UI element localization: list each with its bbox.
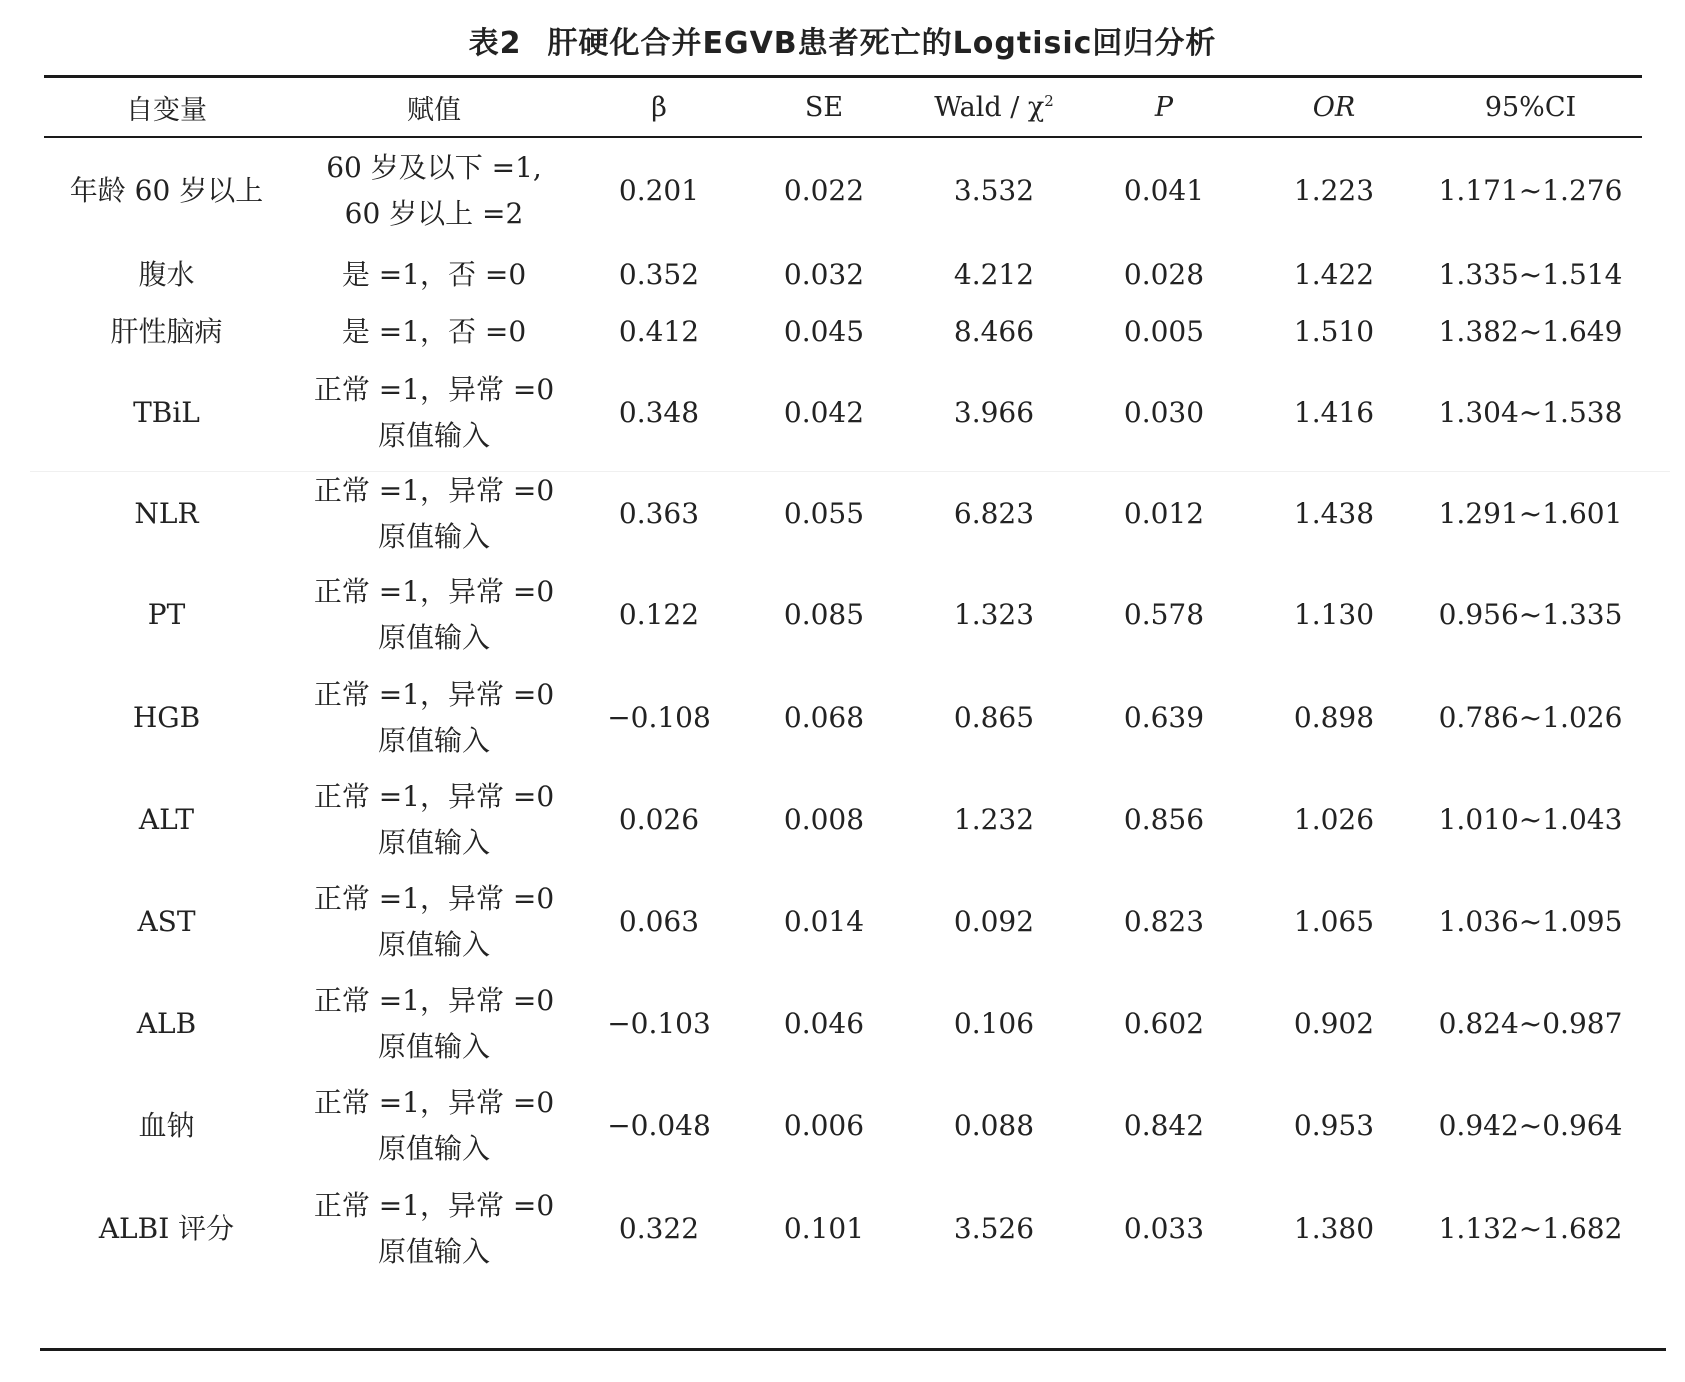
table-row <box>44 972 1642 1076</box>
beta-cell: −0.108 <box>607 701 711 734</box>
assignment-line-1: 正常 =1，异常 =0 <box>313 575 555 608</box>
table-row <box>44 668 1642 768</box>
se-cell: 0.085 <box>783 598 865 631</box>
se-cell: 0.045 <box>783 315 865 348</box>
wald-cell: 3.532 <box>953 174 1035 207</box>
se-cell: 0.006 <box>783 1109 865 1142</box>
beta-cell: 0.322 <box>618 1212 700 1245</box>
wald-cell: 0.092 <box>953 905 1035 938</box>
variable-cell: AST <box>137 905 196 938</box>
table-caption <box>0 18 1685 62</box>
ci-cell: 1.335~1.514 <box>1438 258 1623 291</box>
beta-cell: 0.122 <box>618 598 700 631</box>
assignment-cell <box>289 466 579 562</box>
ci-cell: 1.304~1.538 <box>1438 396 1623 429</box>
or-cell: 1.223 <box>1293 174 1375 207</box>
or-cell: 1.510 <box>1293 315 1375 348</box>
p-cell: 0.028 <box>1123 258 1205 291</box>
variable-cell: ALBI 评分 <box>98 1212 235 1245</box>
se-cell: 0.068 <box>783 701 865 734</box>
assignment-cell <box>289 972 579 1076</box>
table-title: 肝硬化合并EGVB患者死亡的Logtisic回归分析 <box>547 26 1217 61</box>
table-row <box>44 872 1642 972</box>
wald-cell: 8.466 <box>953 315 1035 348</box>
table-row <box>44 246 1642 304</box>
variable-cell: 年龄 60 岁以上 <box>69 174 264 207</box>
assignment-cell <box>289 1176 579 1282</box>
p-cell: 0.856 <box>1123 803 1205 836</box>
assignment-line-2: 60 岁以上 =2 <box>344 197 524 230</box>
assignment-cell <box>289 872 579 972</box>
p-cell: 0.823 <box>1123 905 1205 938</box>
se-cell: 0.014 <box>783 905 865 938</box>
or-cell: 1.416 <box>1293 396 1375 429</box>
p-cell: 0.041 <box>1123 174 1205 207</box>
ci-cell: 0.956~1.335 <box>1438 598 1623 631</box>
wald-cell: 1.232 <box>953 803 1035 836</box>
header-beta: β <box>651 91 667 123</box>
assignment-line-1: 正常 =1，异常 =0 <box>313 882 555 915</box>
assignment-text <box>314 672 554 764</box>
assignment-text <box>342 309 526 355</box>
p-cell: 0.012 <box>1123 497 1205 530</box>
ci-cell: 0.786~1.026 <box>1438 701 1623 734</box>
or-cell: 1.422 <box>1293 258 1375 291</box>
beta-cell: 0.201 <box>618 174 700 207</box>
variable-cell: PT <box>147 598 186 631</box>
variable-cell: TBiL <box>133 396 200 429</box>
p-cell: 0.005 <box>1123 315 1205 348</box>
assignment-text <box>314 1183 554 1275</box>
variable-cell: 腹水 <box>138 258 195 291</box>
ci-cell: 0.824~0.987 <box>1438 1007 1623 1040</box>
ci-cell: 1.382~1.649 <box>1438 315 1623 348</box>
header-wald <box>909 78 1079 136</box>
assignment-cell <box>289 562 579 668</box>
assignment-cell <box>289 136 579 246</box>
wald-cell: 0.088 <box>953 1109 1035 1142</box>
table-row <box>44 562 1642 668</box>
p-cell: 0.639 <box>1123 701 1205 734</box>
assignment-text <box>314 1080 554 1172</box>
assignment-line-2: 原值输入 <box>377 1132 490 1165</box>
variable-cell: NLR <box>134 497 199 530</box>
table-row <box>44 466 1642 562</box>
header-assignment: 赋值 <box>407 94 461 126</box>
assignment-cell <box>289 1076 579 1176</box>
regression-table <box>44 78 1642 1282</box>
table-number: 表2 <box>468 26 522 61</box>
se-cell: 0.008 <box>783 803 865 836</box>
se-cell: 0.101 <box>783 1212 865 1245</box>
se-cell: 0.046 <box>783 1007 865 1040</box>
or-cell: 0.953 <box>1293 1109 1375 1142</box>
assignment-line-2: 原值输入 <box>377 826 490 859</box>
header-se: SE <box>804 91 844 123</box>
variable-cell: 血钠 <box>138 1109 195 1142</box>
beta-cell: 0.026 <box>618 803 700 836</box>
assignment-line-1: 正常 =1，异常 =0 <box>313 474 555 507</box>
assignment-line-2: 原值输入 <box>377 520 490 553</box>
assignment-line-2: 原值输入 <box>377 419 490 452</box>
assignment-line-2: 原值输入 <box>377 1235 490 1268</box>
p-cell: 0.033 <box>1123 1212 1205 1245</box>
assignment-line-1: 正常 =1，异常 =0 <box>313 678 555 711</box>
assignment-cell <box>289 768 579 872</box>
assignment-line-1: 正常 =1，异常 =0 <box>313 1086 555 1119</box>
or-cell: 1.380 <box>1293 1212 1375 1245</box>
ci-cell: 0.942~0.964 <box>1438 1109 1623 1142</box>
or-cell: 0.902 <box>1293 1007 1375 1040</box>
beta-cell: 0.348 <box>618 396 700 429</box>
assignment-cell <box>289 304 579 360</box>
table-row <box>44 360 1642 466</box>
table-row <box>44 136 1642 246</box>
assignment-line-1: 是 =1，否 =0 <box>341 258 527 291</box>
or-cell: 1.026 <box>1293 803 1375 836</box>
assignment-line-1: 60 岁及以下 =1, <box>326 151 542 184</box>
assignment-line-2: 原值输入 <box>377 928 490 961</box>
assignment-line-2: 原值输入 <box>377 1030 490 1063</box>
table-row <box>44 1076 1642 1176</box>
beta-cell: −0.103 <box>607 1007 711 1040</box>
variable-cell: ALB <box>136 1007 197 1040</box>
assignment-text <box>314 569 554 661</box>
header-wald-sup: 2 <box>1044 91 1054 110</box>
assignment-line-2: 原值输入 <box>377 621 490 654</box>
wald-cell: 6.823 <box>953 497 1035 530</box>
wald-cell: 3.966 <box>953 396 1035 429</box>
ci-cell: 1.010~1.043 <box>1438 803 1623 836</box>
header-or: OR <box>1312 91 1356 123</box>
wald-cell: 3.526 <box>953 1212 1035 1245</box>
beta-cell: 0.063 <box>618 905 700 938</box>
header-ci: 95%CI <box>1484 91 1577 123</box>
p-cell: 0.578 <box>1123 598 1205 631</box>
table-row <box>44 1176 1642 1282</box>
header-row <box>44 78 1642 136</box>
header-wald-text: Wald / χ <box>934 91 1045 123</box>
assignment-text <box>314 876 554 968</box>
assignment-text <box>314 774 554 866</box>
table-row <box>44 304 1642 360</box>
assignment-line-1: 正常 =1，异常 =0 <box>313 780 555 813</box>
wald-cell: 0.865 <box>953 701 1035 734</box>
wald-cell: 0.106 <box>953 1007 1035 1040</box>
beta-cell: 0.412 <box>618 315 700 348</box>
assignment-cell <box>289 246 579 304</box>
assignment-text <box>342 252 526 298</box>
se-cell: 0.042 <box>783 396 865 429</box>
ci-cell: 1.036~1.095 <box>1438 905 1623 938</box>
assignment-text <box>314 367 554 459</box>
p-cell: 0.030 <box>1123 396 1205 429</box>
variable-cell: HGB <box>132 701 201 734</box>
or-cell: 1.438 <box>1293 497 1375 530</box>
assignment-text <box>314 468 554 560</box>
table-row <box>44 768 1642 872</box>
se-cell: 0.022 <box>783 174 865 207</box>
beta-cell: 0.352 <box>618 258 700 291</box>
header-p: P <box>1154 91 1174 123</box>
ci-cell: 1.132~1.682 <box>1438 1212 1623 1245</box>
wald-cell: 4.212 <box>953 258 1035 291</box>
p-cell: 0.842 <box>1123 1109 1205 1142</box>
assignment-line-2: 原值输入 <box>377 724 490 757</box>
beta-cell: 0.363 <box>618 497 700 530</box>
assignment-text <box>314 978 554 1070</box>
assignment-text <box>326 145 542 237</box>
se-cell: 0.032 <box>783 258 865 291</box>
ci-cell: 1.291~1.601 <box>1438 497 1623 530</box>
wald-cell: 1.323 <box>953 598 1035 631</box>
or-cell: 1.130 <box>1293 598 1375 631</box>
se-cell: 0.055 <box>783 497 865 530</box>
or-cell: 0.898 <box>1293 701 1375 734</box>
variable-cell: 肝性脑病 <box>110 315 223 348</box>
assignment-line-1: 正常 =1，异常 =0 <box>313 984 555 1017</box>
variable-cell: ALT <box>138 803 195 836</box>
ci-cell: 1.171~1.276 <box>1438 174 1623 207</box>
assignment-cell <box>289 668 579 768</box>
assignment-line-1: 是 =1，否 =0 <box>341 315 527 348</box>
bottom-rule <box>40 1348 1666 1351</box>
or-cell: 1.065 <box>1293 905 1375 938</box>
assignment-line-1: 正常 =1，异常 =0 <box>313 1189 555 1222</box>
assignment-cell <box>289 360 579 466</box>
header-variable: 自变量 <box>126 94 207 126</box>
beta-cell: −0.048 <box>607 1109 711 1142</box>
assignment-line-1: 正常 =1，异常 =0 <box>313 373 555 406</box>
p-cell: 0.602 <box>1123 1007 1205 1040</box>
